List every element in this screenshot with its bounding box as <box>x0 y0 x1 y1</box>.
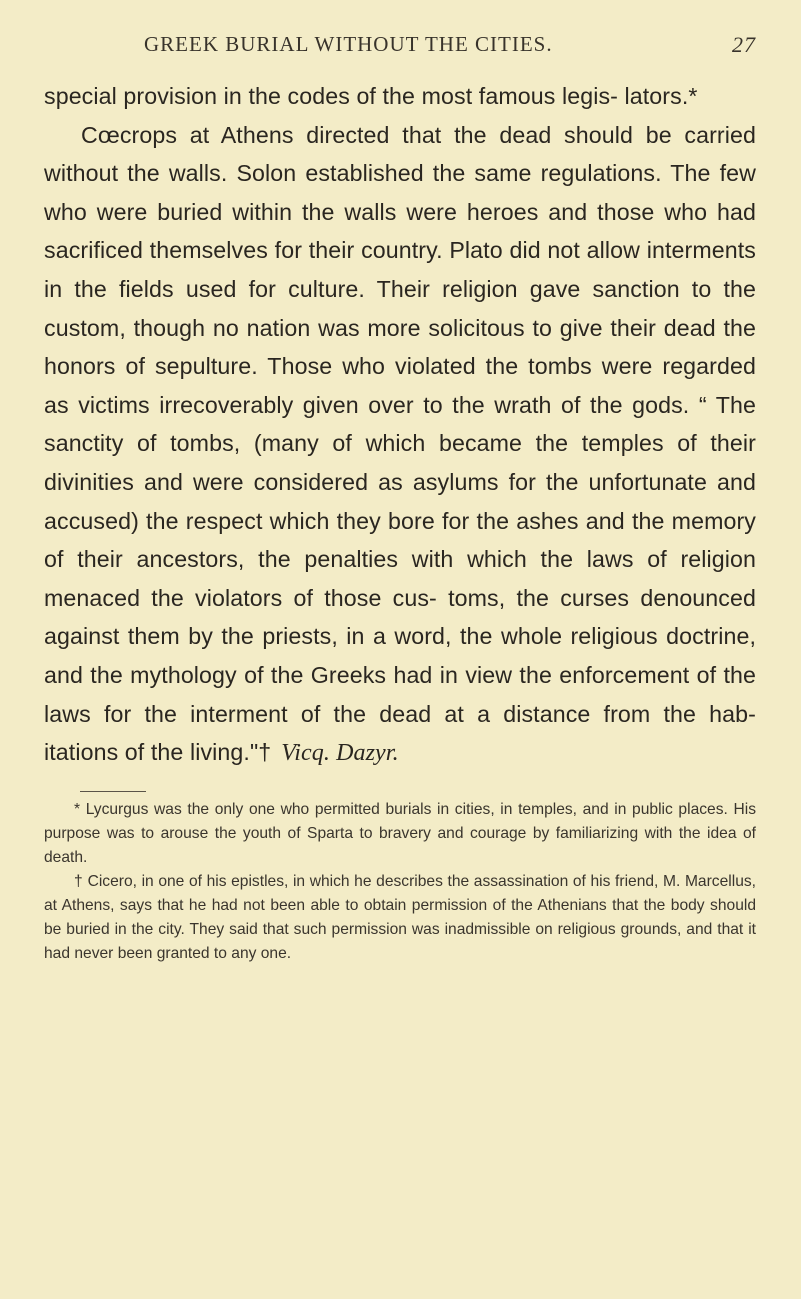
paragraph-continuation: special provision in the codes of the most famous legis- lators.* <box>44 83 698 109</box>
paragraph-main-text: Cœcrops at Athens directed that the dead should be carried without the walls. Solon established the same regulations. The few who were buried within the walls were heroes and those who had sacrificed themselves for their country. Plato did not allow interments in the fields used for culture. Their religion gave sanction to the custom, though no nation was more solicitous to give their dead the honors of sepulture. Those who violated the tombs were regarded as victims irrecoverably given over to the wrath of the gods. “ The sanctity of tombs, (many of which became the temples of their divinities and were considered as asylums for the unfortunate and accused) the respect which they bore for the ashes and the memory of their ancestors, the penalties with which the laws of religion menaced the violators of those cus- toms, the curses denounced against them by the priests, in a word, the whole religious doctrine, and the mythology of the Greeks had in view the enforcement of the laws for the interment of the dead at a distance from the hab- itations of the living."† <box>44 121 756 766</box>
page-number: 27 <box>732 32 756 57</box>
footnote-lycurgus: * Lycurgus was the only one who permitted burials in cities, in temples, and in public places. His purpose was to arouse the youth of Sparta to bravery and courage by familiarizing with the idea of death. <box>44 800 756 866</box>
footnotes <box>44 798 756 966</box>
footnote-divider <box>80 791 146 792</box>
body-text <box>44 77 756 773</box>
quote-attribution: Vicq. Dazyr. <box>281 740 399 767</box>
book-page <box>44 32 756 966</box>
running-title: GREEK BURIAL WITHOUT THE CITIES. <box>144 32 553 56</box>
footnote-cicero: † Cicero, in one of his epistles, in which he describes the assassination of his friend, M. Marcellus, at Athens, says that he had not been able to obtain permission of the Athenians that the body should be buried in the city. They said that such permission was inadmissible on religious grounds, and that it had never been granted to any one. <box>44 872 756 962</box>
running-head <box>44 32 756 62</box>
paragraph-main <box>44 116 756 773</box>
